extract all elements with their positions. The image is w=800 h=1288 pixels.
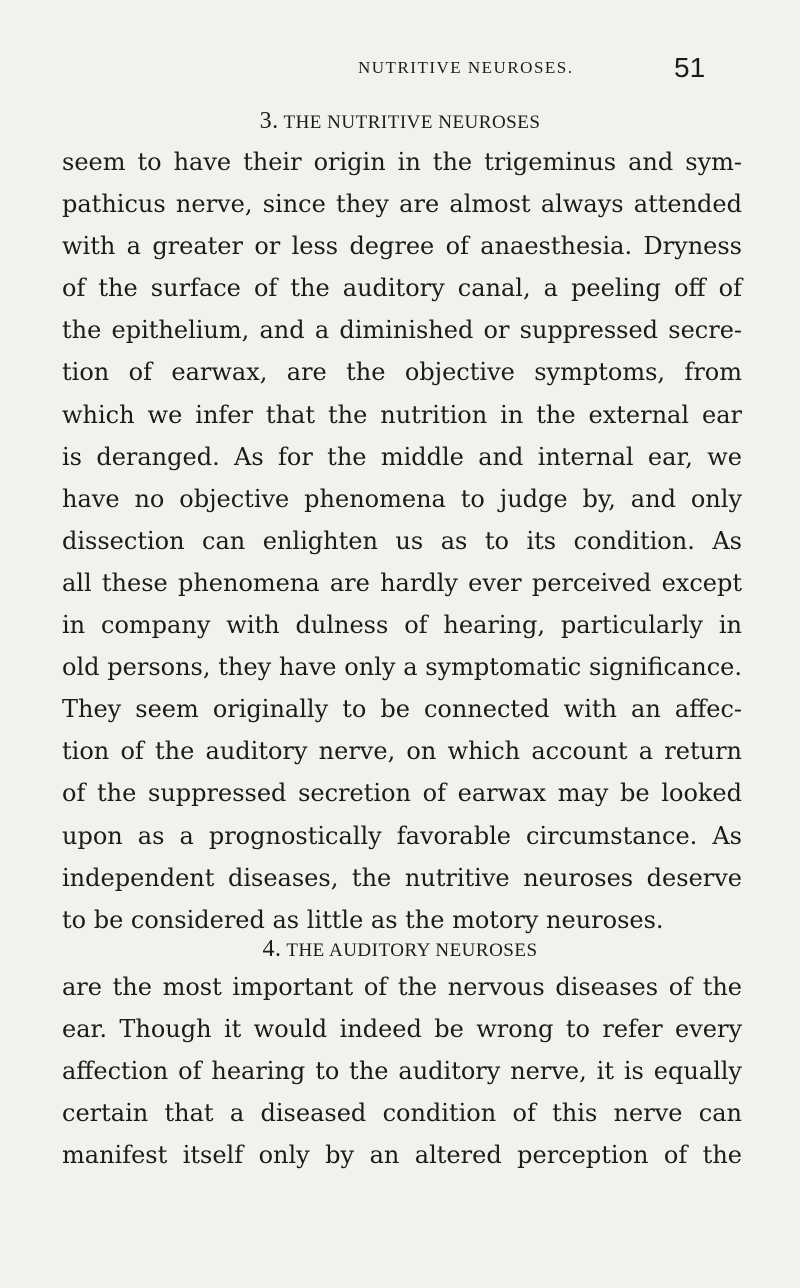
section-3-number: 3. xyxy=(259,108,279,134)
text-line: independent diseases, the nutritive neuroses deserve xyxy=(62,863,742,892)
text-line: which we infer that the nutrition in the external ear xyxy=(62,400,742,429)
section-4-title: THE AUDITORY NEUROSES xyxy=(286,940,538,961)
section-4-heading xyxy=(0,936,800,963)
text-line: of the suppressed secretion of earwax may be looked xyxy=(62,779,742,808)
page-number: 51 xyxy=(674,52,706,83)
text-line: dissection can enlighten us as to its condition. As xyxy=(62,526,742,555)
text-line: ear. Though it would indeed be wrong to refer every xyxy=(62,1015,742,1044)
text-line: manifest itself only by an altered perception of the xyxy=(62,1141,742,1170)
text-line: with a greater or less degree of anaesthesia. Dryness xyxy=(62,232,742,261)
text-line: tion of the auditory nerve, on which account a return xyxy=(62,737,742,766)
text-line: pathicus nerve, since they are almost always attended xyxy=(62,190,742,219)
section-4-body xyxy=(62,966,742,1176)
text-line: seem to have their origin in the trigeminus and sym- xyxy=(62,148,742,176)
text-line: to be considered as little as the motory neuroses. xyxy=(62,905,664,934)
text-line: is deranged. As for the middle and internal ear, we xyxy=(62,442,742,471)
text-line: certain that a diseased condition of this nerve can xyxy=(62,1099,742,1128)
text-line: have no objective phenomena to judge by, and only xyxy=(62,484,742,513)
text-line: all these phenomena are hardly ever perceived except xyxy=(62,568,742,597)
section-3-title: THE NUTRITIVE NEUROSES xyxy=(283,112,541,133)
running-header: NUTRITIVE NEUROSES. xyxy=(358,58,574,77)
section-3-heading xyxy=(0,108,800,135)
section-3-body xyxy=(62,141,742,941)
text-line: upon as a prognostically favorable circumstance. As xyxy=(62,821,742,850)
text-line: the epithelium, and a diminished or suppressed secre- xyxy=(62,316,742,345)
text-line: old persons, they have only a symptomatic significance. xyxy=(62,653,742,682)
text-line: They seem originally to be connected with an affec- xyxy=(62,695,742,724)
text-line: affection of hearing to the auditory nerve, it is equally xyxy=(62,1057,742,1086)
section-4-number: 4. xyxy=(262,936,282,962)
text-line: are the most important of the nervous diseases of the xyxy=(62,973,742,1001)
text-line: in company with dulness of hearing, particularly in xyxy=(62,611,742,640)
text-line: tion of earwax, are the objective symptoms, from xyxy=(62,358,742,387)
text-line: of the surface of the auditory canal, a peeling off of xyxy=(62,274,742,303)
